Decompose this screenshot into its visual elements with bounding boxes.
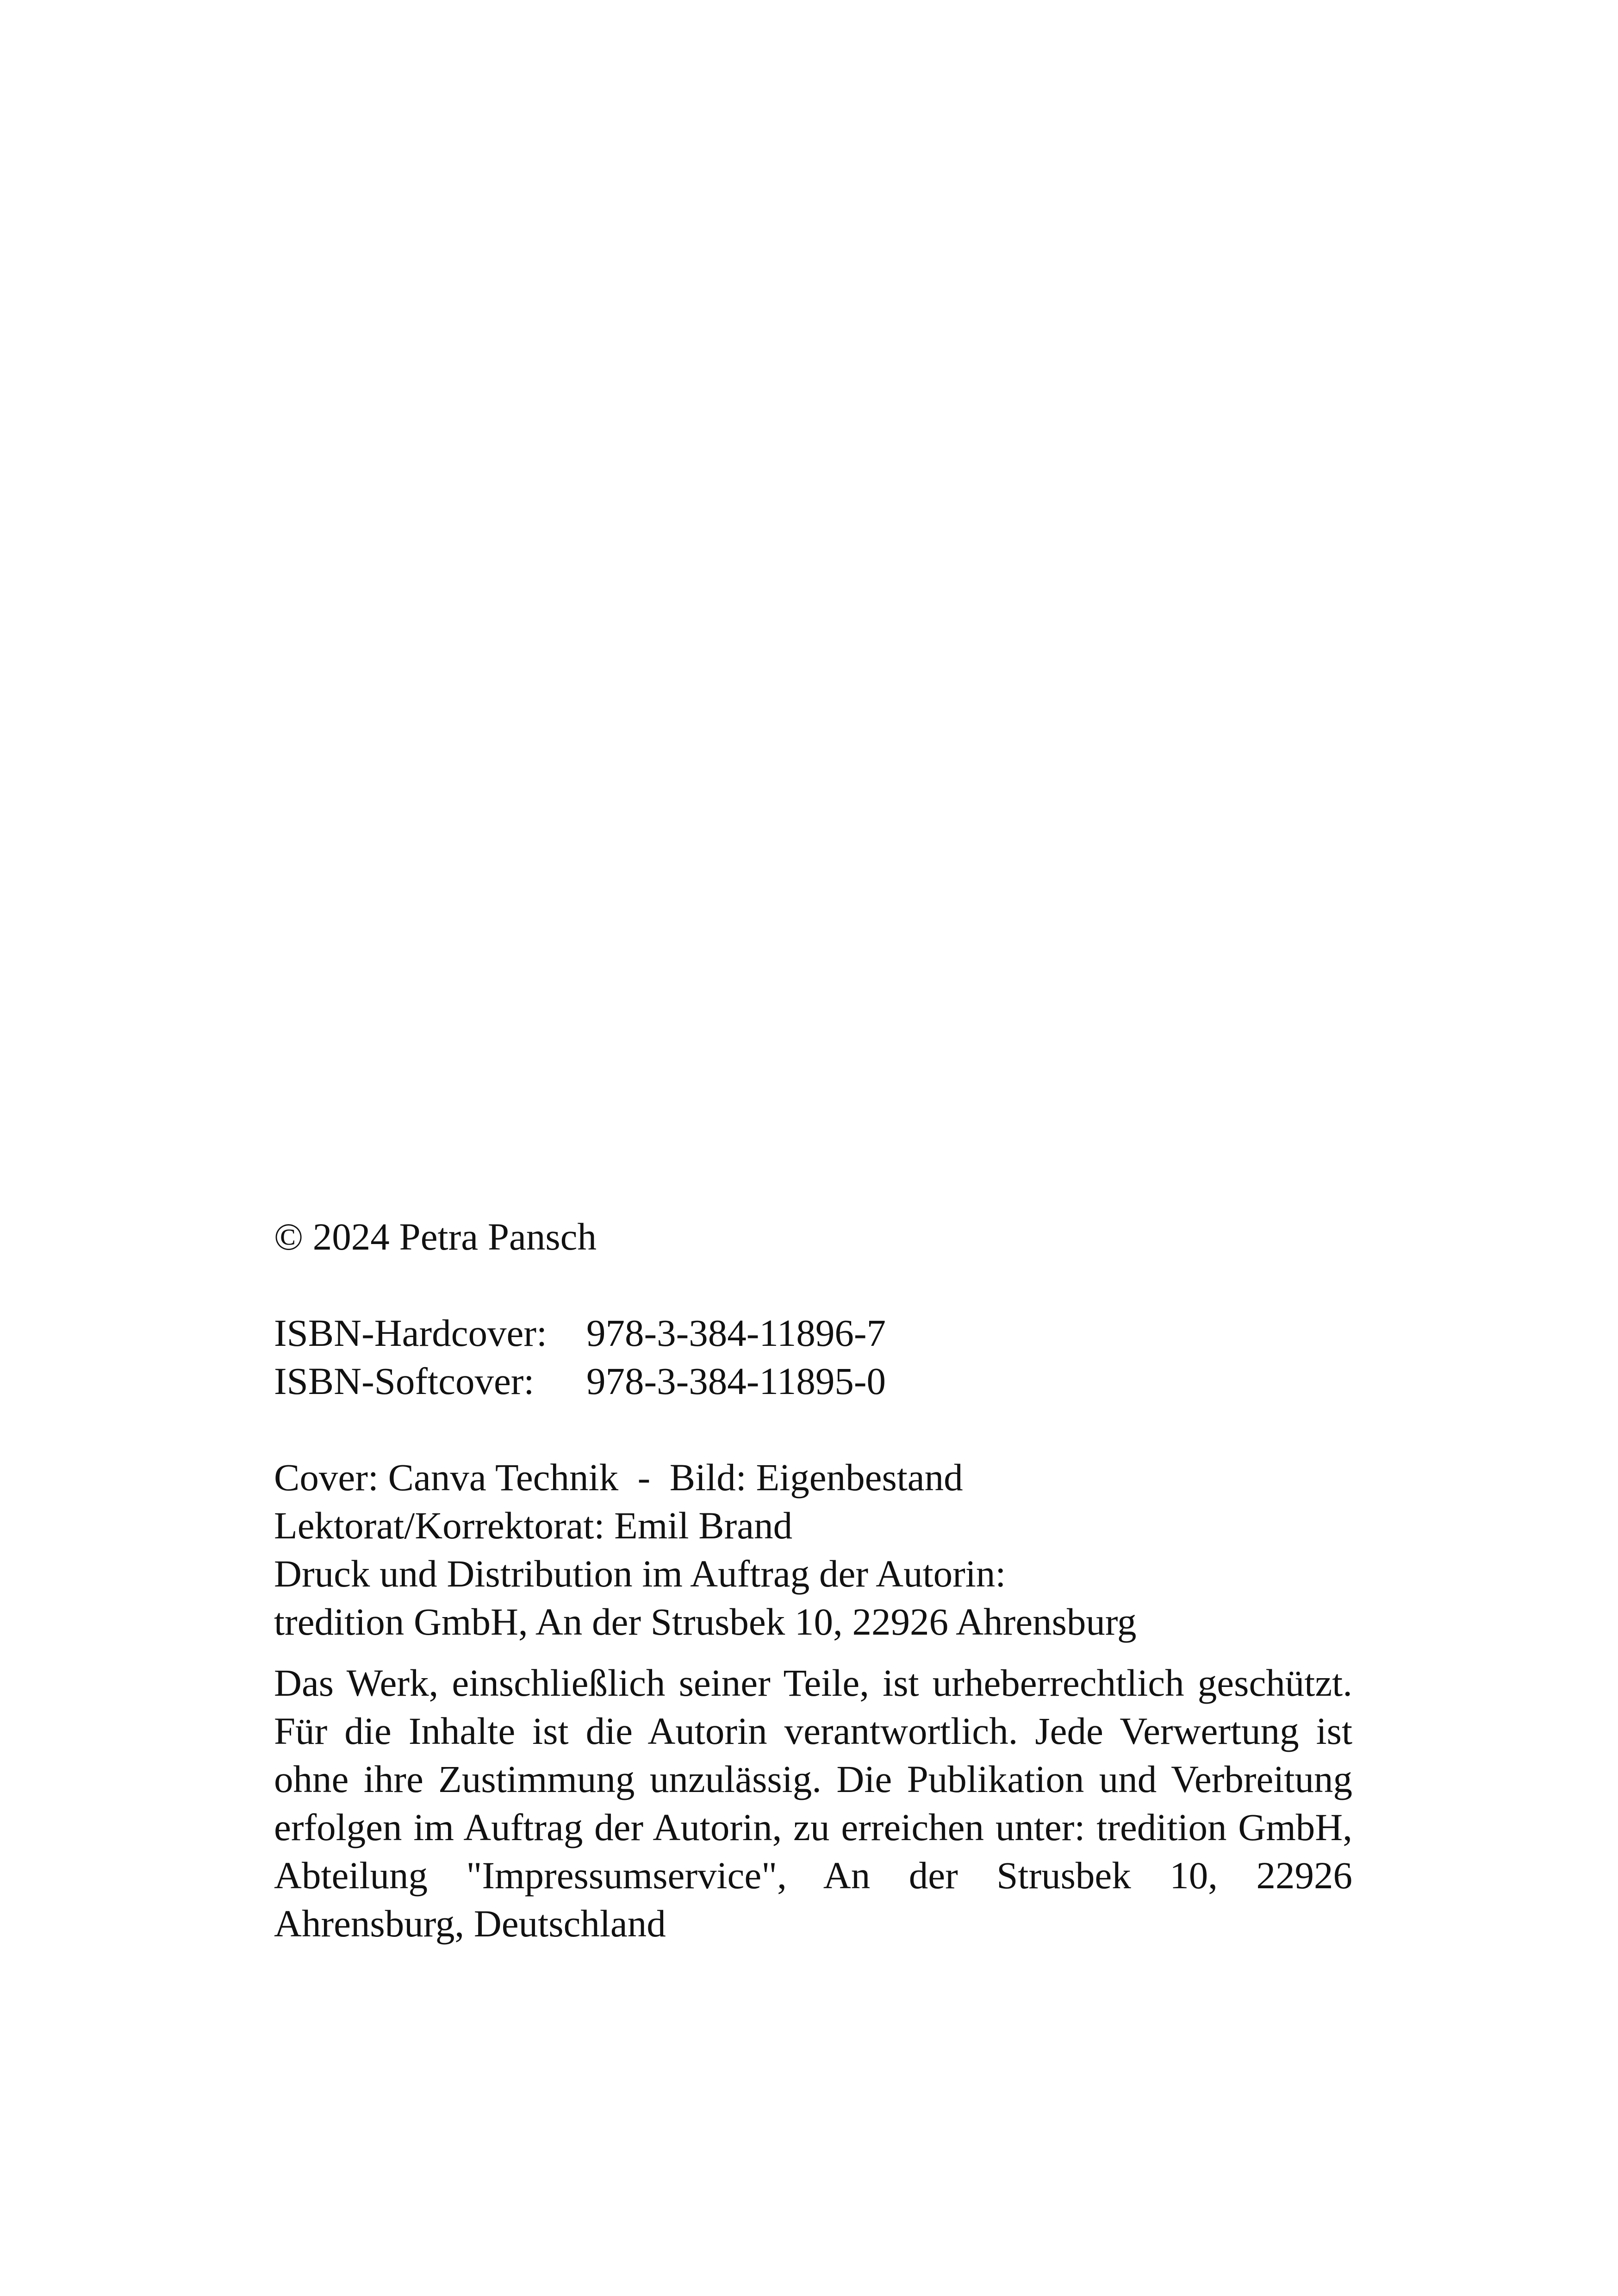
copyright-line: © 2024 Petra Pansch: [274, 1215, 597, 1258]
isbn-softcover-label: ISBN-Softcover:: [274, 1360, 535, 1402]
print-distribution-line: Druck und Distribution im Auftrag der Autorin:: [274, 1552, 1006, 1595]
spacer: [274, 1646, 1352, 1659]
isbn-hardcover-value: 978-3-384-11896-7: [586, 1312, 886, 1354]
isbn-softcover-row: [274, 1357, 1352, 1405]
legal-notice: Das Werk, einschließlich seiner Teile, ist urheberrechtlich geschützt. Für die Inhalte ist die Autorin verantwortlich. Jede Verwertung ist ohne ihre Zustimmung unzulässig. Die Publikation und Verbreitung erfolgen im Auftrag der Autorin, zu erreichen unter: tredition GmbH, Abteilung "Impressumservice", An der Strusbek 10, 22926 Ahrensburg, Deutschland: [274, 1661, 1352, 1945]
isbn-hardcover-row: [274, 1309, 1352, 1357]
editing-credit: Lektorat/Korrektorat: Emil Brand: [274, 1504, 793, 1547]
imprint-block: [274, 1213, 1352, 1948]
spacer: [274, 1261, 1352, 1309]
publisher-address: tredition GmbH, An der Strusbek 10, 22926 Ahrensburg: [274, 1600, 1137, 1643]
spacer: [274, 1405, 1352, 1453]
isbn-softcover-value: 978-3-384-11895-0: [586, 1360, 886, 1402]
isbn-hardcover-label: ISBN-Hardcover:: [274, 1312, 548, 1354]
cover-credit: Cover: Canva Technik - Bild: Eigenbestand: [274, 1456, 963, 1499]
